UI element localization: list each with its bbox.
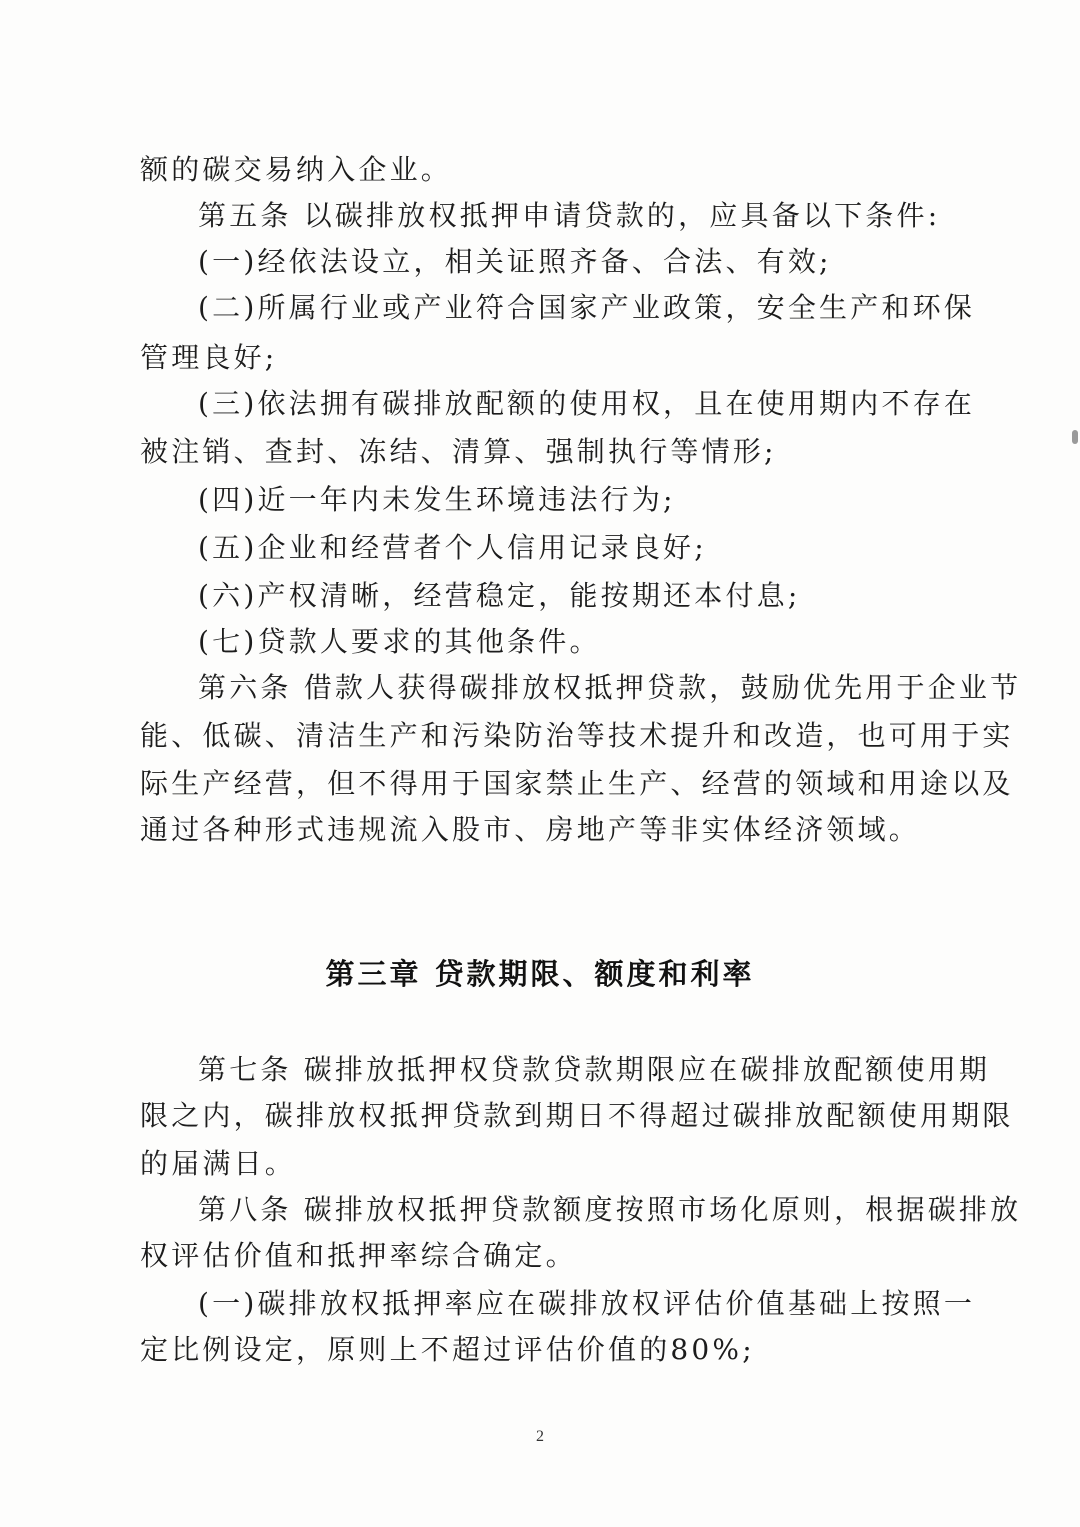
- article-6-line: 能、低碳、清洁生产和污染防治等技术提升和改造，也可用于实: [140, 719, 1014, 752]
- list-item-2-continued: 管理良好;: [140, 341, 278, 374]
- paragraph-line: 额的碳交易纳入企业。: [140, 153, 453, 186]
- article-7-line: 限之内，碳排放权抵押贷款到期日不得超过碳排放配额使用期限: [140, 1099, 1014, 1132]
- scan-edge-mark: [1072, 430, 1078, 444]
- article-8-item-1-continued: 定比例设定，原则上不超过评估价值的80%;: [140, 1333, 755, 1366]
- article-6-line: 际生产经营，但不得用于国家禁止生产、经营的领域和用途以及: [140, 767, 1014, 800]
- list-item-4: (四)近一年内未发生环境违法行为;: [198, 483, 676, 516]
- article-6-line: 第六条 借款人获得碳排放权抵押贷款，鼓励优先用于企业节: [198, 671, 1022, 704]
- article-7-line: 第七条 碳排放抵押权贷款贷款期限应在碳排放配额使用期: [198, 1053, 991, 1086]
- chapter-3-title: 第三章 贷款期限、额度和利率: [325, 957, 755, 991]
- article-7-line: 的届满日。: [140, 1147, 297, 1180]
- page-number: 2: [536, 1428, 544, 1445]
- list-item-3-continued: 被注销、查封、冻结、清算、强制执行等情形;: [140, 435, 777, 468]
- list-item-3: (三)依法拥有碳排放配额的使用权，且在使用期内不存在: [198, 387, 976, 420]
- article-6-line: 通过各种形式违规流入股市、房地产等非实体经济领域。: [140, 813, 921, 846]
- list-item-2: (二)所属行业或产业符合国家产业政策，安全生产和环保: [198, 291, 976, 324]
- article-5-heading: 第五条 以碳排放权抵押申请贷款的，应具备以下条件:: [198, 199, 941, 232]
- article-8-line: 权评估价值和抵押率综合确定。: [140, 1239, 577, 1272]
- list-item-7: (七)贷款人要求的其他条件。: [198, 625, 601, 658]
- list-item-1: (一)经依法设立，相关证照齐备、合法、有效;: [198, 245, 832, 278]
- list-item-5: (五)企业和经营者个人信用记录良好;: [198, 531, 707, 564]
- article-8-line: 第八条 碳排放权抵押贷款额度按照市场化原则，根据碳排放: [198, 1193, 1022, 1226]
- list-item-6: (六)产权清晰，经营稳定，能按期还本付息;: [198, 579, 801, 612]
- article-8-item-1: (一)碳排放权抵押率应在碳排放权评估价值基础上按照一: [198, 1287, 976, 1320]
